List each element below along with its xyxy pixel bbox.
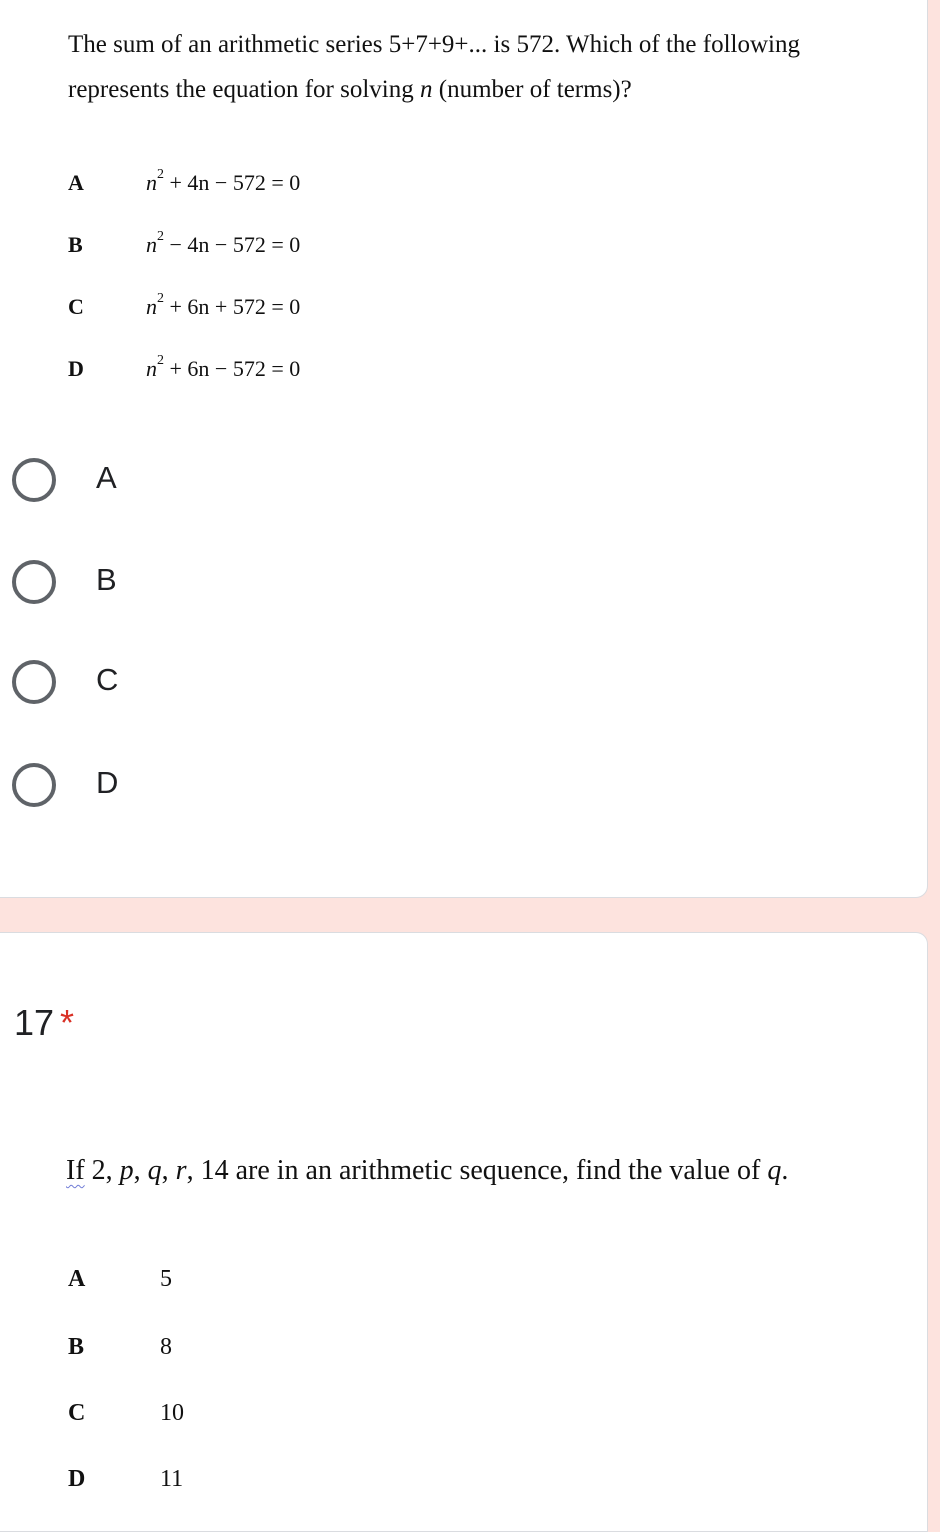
variable-p: p (119, 1155, 134, 1186)
radio-button-d[interactable] (12, 763, 56, 807)
radio-button-b[interactable] (12, 560, 56, 604)
question-text-part: is 572. Which of the following represents the equation for solving (68, 31, 800, 103)
question-number-text: 17 (14, 1002, 55, 1043)
question-2-text: If 2, p, q, r, 14 are in an arithmetic sequence, find the value of q. (66, 1155, 789, 1186)
question-text (68, 22, 888, 112)
question-card-17 (0, 932, 928, 1532)
radio-button-c[interactable] (12, 660, 56, 704)
option-letter: C (68, 294, 84, 319)
variable-q-end: q (767, 1155, 782, 1186)
option-equation: $n^2 + 6n + 572 = 0$ (146, 290, 301, 319)
option-equation: $n^2 + 4n - 572 = 0$ (146, 166, 301, 195)
option-letter: B (68, 1334, 85, 1360)
option-equation: $n^2 - 4n - 572 = 0$ (146, 228, 301, 257)
option-letter: D (68, 1466, 86, 1492)
option-letter: B (68, 232, 83, 257)
option-equation: $n^2 + 6n - 572 = 0$ (146, 352, 301, 381)
series-expression: 5+7+9+... (388, 31, 488, 58)
question-text-part: . (781, 1155, 789, 1186)
option-value: 10 (160, 1400, 184, 1426)
variable-r: r (175, 1155, 187, 1186)
question-text-part: (number of terms)? (432, 76, 632, 103)
question-text-part: The sum of an arithmetic series (68, 31, 389, 58)
option-letter: A (68, 170, 84, 195)
required-asterisk: * (60, 1002, 75, 1043)
question-text-part: 2, (84, 1155, 120, 1186)
question-number (14, 1002, 74, 1044)
option-value: 5 (160, 1266, 172, 1292)
radio-button-a[interactable] (12, 458, 56, 502)
choice-label: D (96, 765, 119, 800)
choice-label: A (96, 460, 117, 495)
choice-label: B (96, 562, 117, 597)
question-text-part: If (66, 1155, 85, 1186)
variable-q: q (147, 1155, 162, 1186)
option-letter: A (68, 1266, 86, 1292)
option-letter: D (68, 356, 84, 381)
question-text-part: 14 are in an arithmetic sequence, find the value of (193, 1155, 768, 1186)
variable-n: n (420, 76, 433, 103)
choice-label: C (96, 662, 119, 697)
option-value: 8 (160, 1334, 172, 1360)
option-letter: C (68, 1400, 86, 1426)
option-value: 11 (160, 1466, 184, 1492)
